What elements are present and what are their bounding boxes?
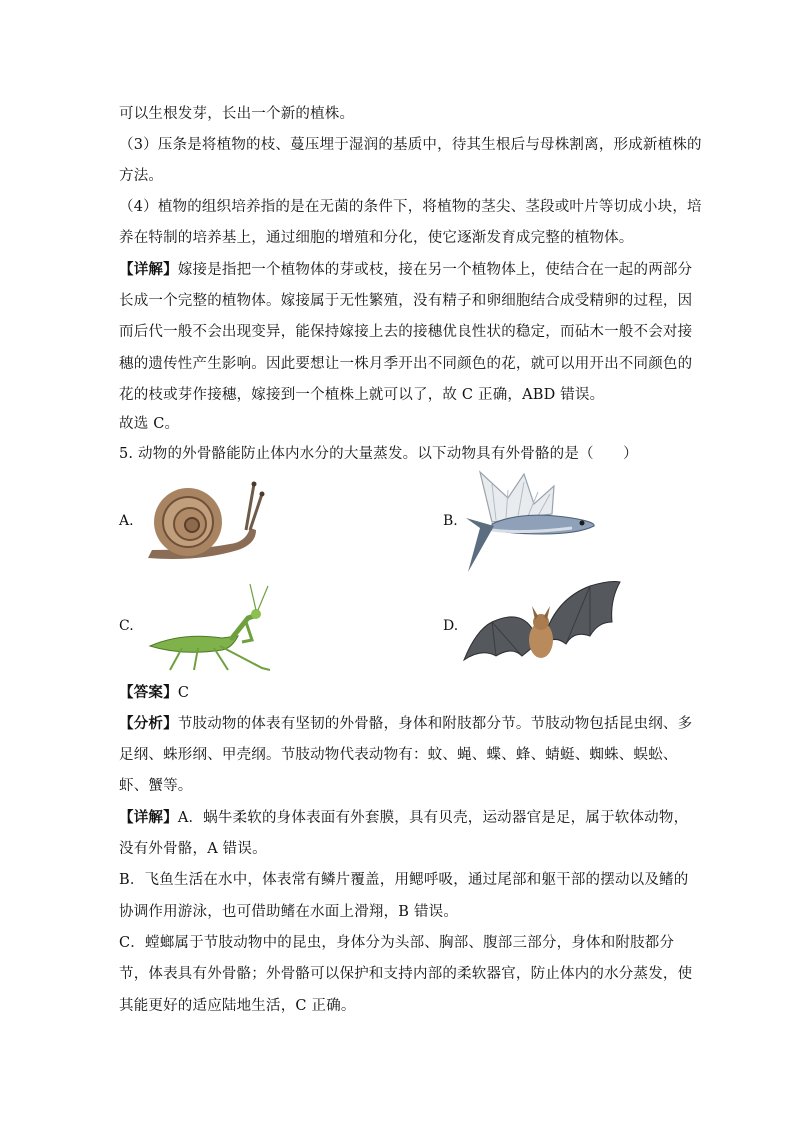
option-c-label: C. (119, 618, 134, 634)
detail-line: 【详解】嫁接是指把一个植物体的芽或枝，接在另一个植物体上，使结合在一起的两部分 (119, 261, 693, 278)
text-line: 穗的遗传性产生影响。因此要想让一株月季开出不同颜色的花，就可以用开出不同颜色的 (119, 356, 693, 372)
text-line: 节，体表具有外骨骼；外骨骼可以保护和支持内部的柔软器官，防止体内的水分蒸发，使 (119, 966, 693, 982)
answer-line: 【答案】C (119, 684, 190, 701)
text-line: （3）压条是将植物的枝、蔓压埋于湿润的基质中，待其生根后与母株割离，形成新植株的 (119, 137, 702, 153)
text-line: 虾、蟹等。 (119, 778, 193, 794)
text-line: 而后代一般不会出现变异，能保持嫁接上去的接穗优良性状的稳定，而砧木一般不会对接 (119, 324, 693, 340)
text-line: C．螳螂属于节肢动物中的昆虫，身体分为头部、胸部、腹部三部分，身体和附肢都分 (119, 935, 675, 951)
detail-tag: 【详解】 (119, 261, 178, 278)
flying-fish-image (462, 470, 602, 575)
text-line: 花的枝或芽作接穗，嫁接到一个植株上就可以了，故 C 正确，ABD 错误。 (119, 387, 605, 403)
text-line: 其能更好的适应陆地生活，C 正确。 (119, 998, 356, 1014)
text-line: 可以生根发芽，长出一个新的植株。 (119, 106, 355, 122)
option-b-label: B. (443, 513, 458, 529)
text-line: 故选 C。 (119, 416, 180, 432)
text-line: B．飞鱼生活在水中，体表常有鳞片覆盖，用鳃呼吸，通过尾部和躯干部的摆动以及鳍的 (119, 872, 689, 888)
option-d-label: D. (443, 618, 459, 634)
text-line: 长成一个完整的植物体。嫁接属于无性繁殖，没有精子和卵细胞结合成受精卵的过程，因 (119, 293, 693, 309)
text-line: 养在特制的培养基上，通过细胞的增殖和分化，使它逐渐发育成完整的植物体。 (119, 230, 634, 246)
text-line: 没有外骨骼，A 错误。 (119, 841, 267, 857)
text-line: 足纲、蛛形纲、甲壳纲。节肢动物代表动物有：蚊、蝇、蝶、蜂、蜻蜓、蜘蛛、蜈蚣、 (119, 747, 678, 763)
snail-image (138, 480, 268, 570)
analysis-tag: 【分析】 (119, 715, 178, 732)
detail-line: 【详解】A．蜗牛柔软的身体表面有外套膜，具有贝壳，运动器官是足，属于软体动物， (119, 809, 689, 826)
option-a-label: A. (119, 513, 134, 529)
detail-tag: 【详解】 (119, 809, 178, 826)
bat-image (462, 578, 622, 674)
mantis-image (142, 582, 297, 674)
answer-tag: 【答案】 (119, 684, 178, 701)
analysis-line: 【分析】节肢动物的体表有坚韧的外骨骼，身体和附肢都分节。节肢动物包括昆虫纲、多 (119, 715, 693, 732)
text-line: 方法。 (119, 168, 164, 184)
question-text: 5. 动物的外骨骼能防止体内水分的大量蒸发。以下动物具有外骨骼的是（ ） (119, 446, 638, 462)
text-line: 协调作用游泳，也可借助鳍在水面上滑翔，B 错误。 (119, 904, 459, 920)
text-line: （4）植物的组织培养指的是在无菌的条件下，将植物的茎尖、茎段或叶片等切成小块，培 (119, 199, 702, 215)
